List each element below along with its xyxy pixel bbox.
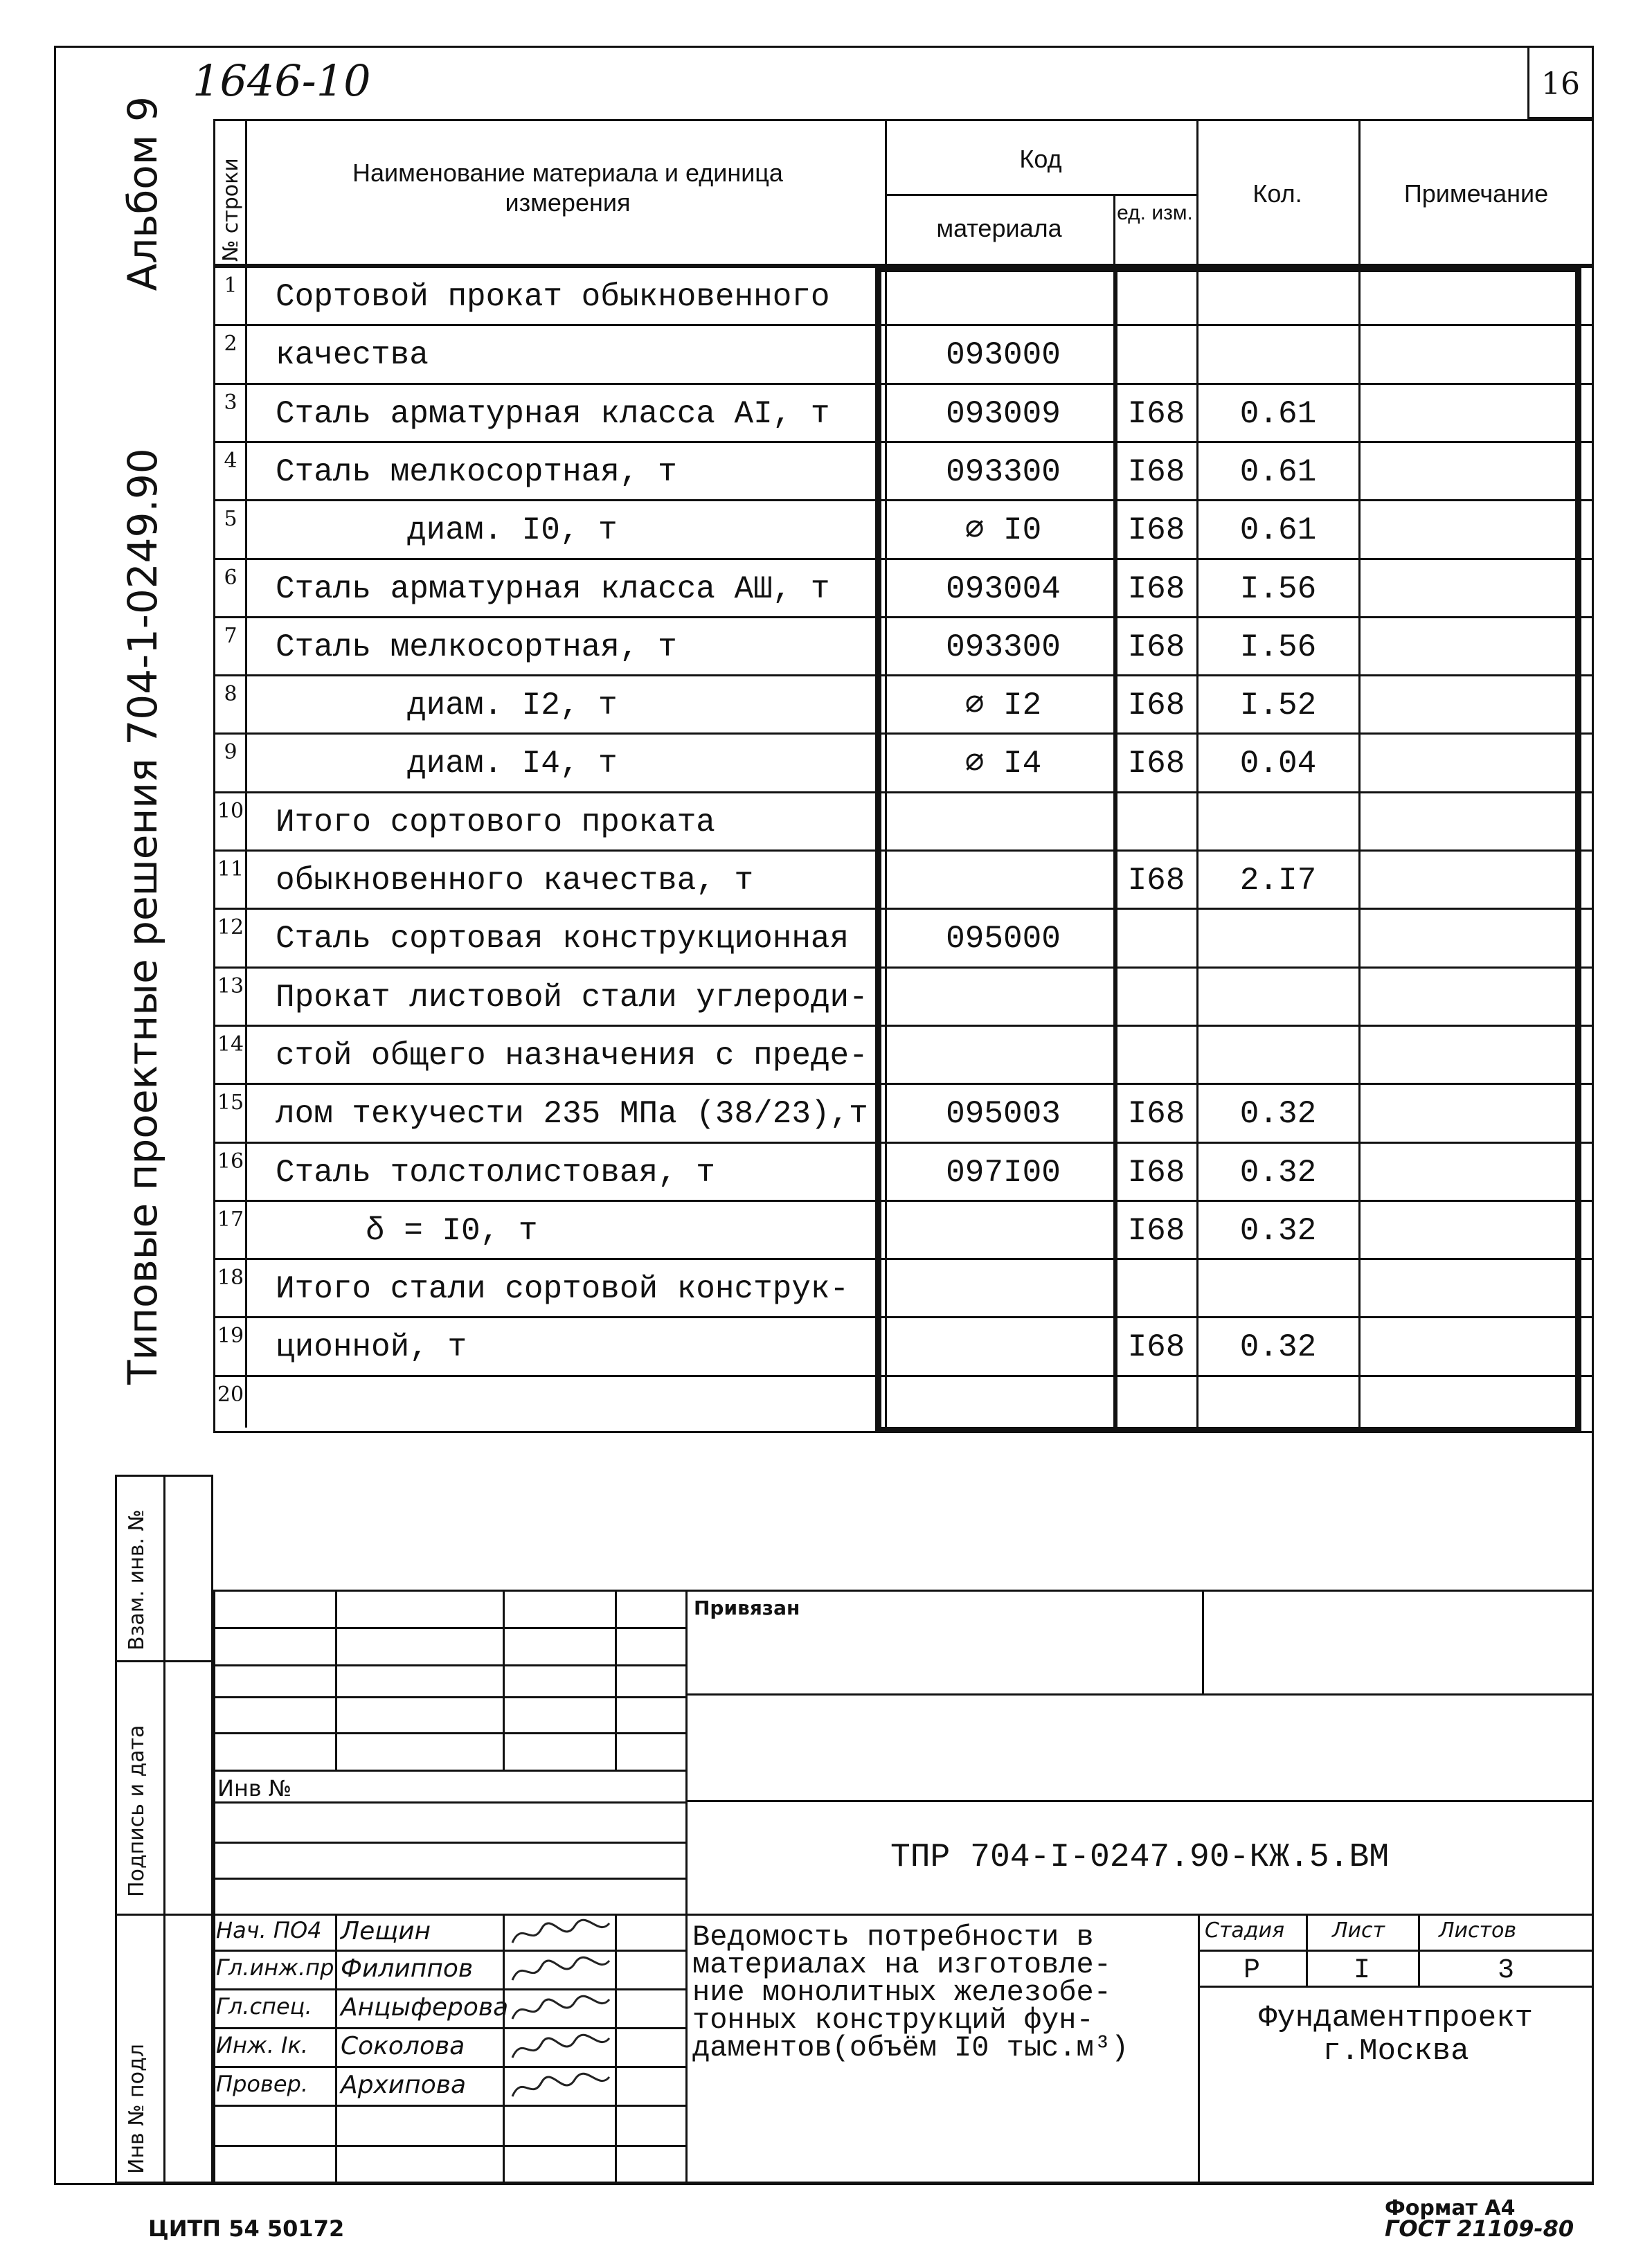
listov-label: Листов — [1439, 1918, 1517, 1943]
unit-code: I68 — [1127, 1096, 1185, 1133]
stamp-title-line: материалах на изготовле- — [692, 1948, 1111, 1981]
side-caption — [119, 96, 166, 1385]
quantity: 0.32 — [1239, 1329, 1317, 1366]
material-name: Сортовой прокат обыкновенного — [276, 279, 830, 315]
material-code: ⌀ I2 — [964, 687, 1042, 724]
material-code: 093000 — [946, 337, 1061, 374]
row-number: 15 — [217, 1090, 244, 1115]
unit-code: I68 — [1127, 1212, 1185, 1249]
material-name: обыкновенного качества, т — [276, 863, 754, 899]
header-note: Примечание — [1403, 179, 1549, 208]
quantity: I.52 — [1239, 687, 1317, 724]
listov-value: 3 — [1497, 1955, 1514, 1986]
material-name: диам. I0, т — [407, 512, 618, 549]
row-number: 2 — [224, 332, 237, 357]
unit-code: I68 — [1127, 395, 1185, 432]
document-code: ТПР 704-I-0247.90-КЖ.5.ВМ — [890, 1839, 1390, 1876]
material-code: 097I00 — [946, 1154, 1061, 1191]
row-number: 6 — [224, 565, 237, 590]
signature-mark — [508, 1954, 612, 1988]
row-number: 19 — [217, 1324, 244, 1349]
footer-gost: ГОСТ 21109-80 — [1385, 2215, 1574, 2242]
material-code: 093300 — [946, 453, 1061, 490]
header-row-number: № строки — [219, 158, 243, 262]
material-name: δ = I0, т — [366, 1212, 538, 1249]
row-number: 20 — [217, 1382, 244, 1407]
stadiya-label: Стадия — [1205, 1918, 1285, 1943]
material-code: 093300 — [946, 629, 1061, 665]
quantity: 0.61 — [1239, 512, 1317, 549]
unit-code: I68 — [1127, 629, 1185, 665]
row-number: 10 — [217, 798, 244, 823]
signature-mark — [508, 2070, 612, 2105]
stadiya-value: Р — [1243, 1955, 1260, 1986]
row-number: 11 — [217, 857, 244, 881]
material-name: Сталь толстолистовая, т — [276, 1154, 715, 1191]
inv-no-label: Инв № — [217, 1775, 292, 1801]
signer-name: Анцыферова — [341, 1993, 509, 2022]
quantity: 0.32 — [1239, 1096, 1317, 1133]
privyazan-label: Привязан — [694, 1597, 800, 1619]
unit-code: I68 — [1127, 1329, 1185, 1366]
stamp-title-line: ние монолитных железобе- — [692, 1976, 1111, 2009]
quantity: 0.61 — [1239, 453, 1317, 490]
side-caption-album: Альбом 9 — [119, 96, 166, 291]
unit-code: I68 — [1127, 687, 1185, 724]
row-number: 17 — [217, 1207, 244, 1232]
row-number: 5 — [224, 507, 237, 532]
material-name: лом текучести 235 МПа (38/23),т — [276, 1096, 868, 1133]
material-name: ционной, т — [276, 1329, 467, 1366]
row-number: 9 — [224, 740, 237, 765]
stamp-title-line: даментов(объём I0 тыс.м³) — [692, 2031, 1129, 2065]
quantity: 2.I7 — [1239, 863, 1317, 899]
material-code: ⌀ I4 — [964, 746, 1042, 782]
label-vzam-inv: Взам. инв. № — [125, 1509, 149, 1651]
label-podpis-data: Подпись и дата — [125, 1725, 149, 1897]
row-number: 8 — [224, 682, 237, 707]
header-name: Наименование материала и единица измерения — [352, 159, 783, 217]
material-name: Сталь мелкосортная, т — [276, 453, 677, 490]
material-name: Сталь арматурная класса AI, т — [276, 395, 830, 432]
side-caption-series: Типовые проектные решения 704-1-0249.90 — [119, 448, 166, 1385]
material-name: Итого сортового проката — [276, 804, 715, 840]
material-name: качества — [276, 337, 429, 374]
signature-mark — [508, 1993, 612, 2027]
unit-code: I68 — [1127, 512, 1185, 549]
row-number: 1 — [224, 273, 237, 298]
material-name: Сталь мелкосортная, т — [276, 629, 677, 665]
handwritten-reference: 1646-10 — [192, 55, 371, 106]
quantity: I.56 — [1239, 570, 1317, 607]
row-number: 16 — [217, 1149, 244, 1174]
quantity: I.56 — [1239, 629, 1317, 665]
signer-name: Соколова — [341, 2032, 465, 2060]
format-label: Формат А4 — [1385, 2196, 1516, 2220]
material-code: ⌀ I0 — [964, 512, 1042, 549]
label-inv-podl: Инв № подл — [125, 2044, 149, 2174]
header-code-material: материала — [936, 214, 1062, 242]
footer-left-code: ЦИТП 54 50172 — [148, 2215, 345, 2242]
signature-mark — [508, 2031, 612, 2066]
row-number: 4 — [224, 448, 237, 473]
header-code-unit: ед. изм. — [1117, 201, 1193, 224]
unit-code: I68 — [1127, 1154, 1185, 1191]
organization-city: г.Москва — [1322, 2034, 1469, 2069]
row-number: 18 — [217, 1266, 244, 1291]
material-name: Прокат листовой стали углероди- — [276, 979, 868, 1016]
row-number: 12 — [217, 915, 244, 940]
signer-role: Гл.инж.пр — [216, 1954, 334, 1981]
signer-name: Лещин — [341, 1917, 431, 1945]
signature-mark — [508, 1916, 612, 1951]
material-name: диам. I2, т — [407, 687, 618, 724]
material-name: стой общего назначения с преде- — [276, 1037, 868, 1074]
material-name: Итого стали сортовой конструк- — [276, 1271, 850, 1308]
signer-name: Филиппов — [341, 1954, 474, 1983]
quantity: 0.04 — [1239, 746, 1317, 782]
material-name: Сталь арматурная класса AШ, т — [276, 570, 830, 607]
list-label: Лист — [1332, 1918, 1385, 1943]
quantity: 0.61 — [1239, 395, 1317, 432]
page-number: 16 — [1541, 66, 1580, 102]
material-code: 093004 — [946, 570, 1061, 607]
signer-role: Гл.спец. — [216, 1993, 312, 2020]
unit-code: I68 — [1127, 746, 1185, 782]
quantity: 0.32 — [1239, 1154, 1317, 1191]
row-number: 13 — [217, 973, 244, 998]
organization-name: Фундаментпроект — [1258, 2001, 1534, 2035]
material-code: 095000 — [946, 921, 1061, 957]
stamp-title-line: Ведомость потребности в — [692, 1921, 1094, 1954]
header-code: Код — [1019, 145, 1062, 173]
material-code: 093009 — [946, 395, 1061, 432]
row-number: 3 — [224, 390, 237, 415]
list-value: I — [1353, 1955, 1370, 1986]
quantity: 0.32 — [1239, 1212, 1317, 1249]
material-code: 095003 — [946, 1096, 1061, 1133]
stamp-title-line: тонных конструкций фун- — [692, 2004, 1094, 2037]
unit-code: I68 — [1127, 453, 1185, 490]
signer-role: Нач. ПО4 — [216, 1917, 322, 1943]
unit-code: I68 — [1127, 863, 1185, 899]
signer-role: Провер. — [216, 2071, 308, 2097]
row-number: 14 — [217, 1032, 244, 1056]
header-qty: Кол. — [1253, 179, 1302, 208]
signer-role: Инж. Iк. — [216, 2032, 308, 2058]
signer-name: Архипова — [341, 2071, 467, 2099]
material-name: Сталь сортовая конструкционная — [276, 921, 850, 957]
unit-code: I68 — [1127, 570, 1185, 607]
material-name: диам. I4, т — [407, 746, 618, 782]
row-number: 7 — [224, 623, 237, 648]
